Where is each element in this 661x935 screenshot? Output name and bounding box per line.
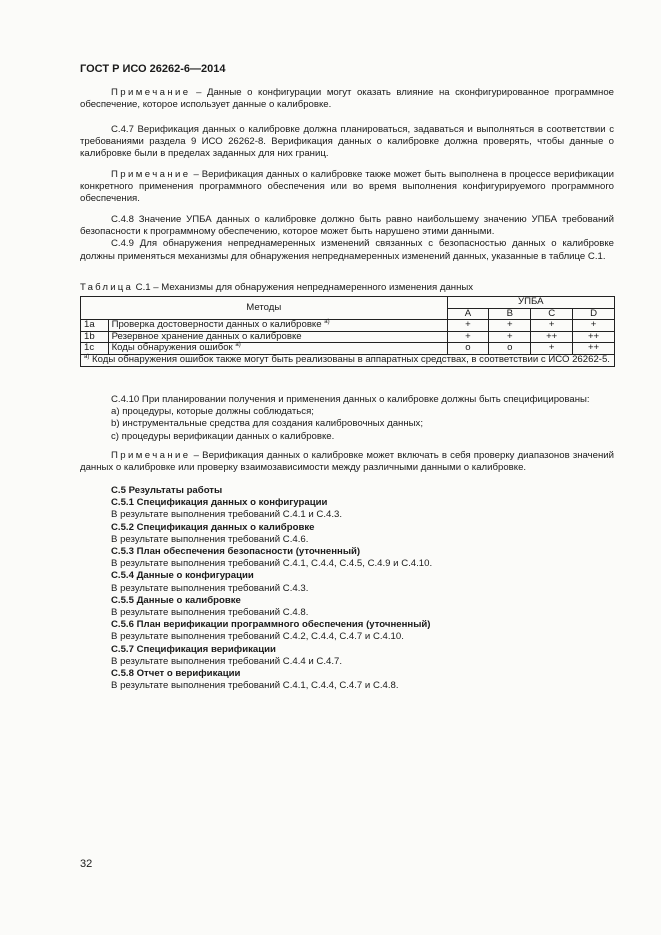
paragraph-intro: С.4.10 При планировании получения и применения данных о калибровке должны быть специфицированы: bbox=[111, 394, 590, 405]
cell-c: + bbox=[531, 320, 573, 332]
result-heading: С.5.5 Данные о калибровке bbox=[111, 594, 241, 606]
footnote-mark: a) bbox=[84, 353, 90, 360]
section-title: С.5 Результаты работы bbox=[111, 485, 223, 496]
header-level-d: D bbox=[573, 308, 615, 320]
cell-b: + bbox=[489, 331, 531, 343]
footnote-text: Коды обнаружения ошибок также могут быть реализованы в аппаратных средствах, в соответствии с ИСО 26262-5. bbox=[89, 353, 610, 365]
result-heading: С.5.8 Отчет о верификации bbox=[111, 668, 241, 680]
result-heading: С.5.4 Данные о конфигурации bbox=[111, 570, 254, 582]
list-item: c) процедуры верификации данных о калибровке. bbox=[111, 430, 335, 442]
result-text: В результате выполнения требований С.4.6. bbox=[111, 533, 309, 545]
cell-a: + bbox=[447, 320, 489, 332]
table-header-row bbox=[81, 297, 615, 309]
cell-d: ++ bbox=[573, 331, 615, 343]
result-text: В результате выполнения требований С.4.1, С.4.4, С.4.5, С.4.9 и С.4.10. bbox=[111, 558, 433, 570]
table-caption bbox=[80, 282, 620, 294]
cell-c: ++ bbox=[531, 331, 573, 343]
table-row bbox=[81, 331, 615, 343]
method-text: Резервное хранение данных о калибровке bbox=[111, 330, 302, 342]
cell-a: + bbox=[447, 331, 489, 343]
row-id: 1a bbox=[81, 320, 109, 332]
document-header: ГОСТ Р ИСО 26262-6—2014 bbox=[80, 63, 226, 75]
note-label: Примечание bbox=[111, 87, 191, 98]
row-id: 1c bbox=[81, 343, 109, 355]
result-text: В результате выполнения требований С.4.3. bbox=[111, 582, 309, 594]
note-label: Примечание bbox=[111, 450, 191, 461]
table-row bbox=[81, 320, 615, 332]
result-heading: С.5.2 Спецификация данных о калибровке bbox=[111, 521, 315, 533]
note-text: – Данные о конфигурации могут оказать влияние на сконфигурированное программное обеспечение, которое использует данные о калибровке. bbox=[80, 87, 614, 111]
result-heading: С.5.1 Спецификация данных о конфигурации bbox=[111, 497, 328, 509]
method-text: Коды обнаружения ошибок bbox=[111, 342, 233, 354]
row-id: 1b bbox=[81, 331, 109, 343]
paragraph-c47 bbox=[80, 124, 614, 161]
result-text: В результате выполнения требований С.4.4 и С.4.7. bbox=[111, 655, 343, 667]
note-text: – Верификация данных о калибровке также может быть выполнена в процессе верификации конкретного применения программного обеспечения или во время выполнения конфигурируемого программного обеспечения. bbox=[80, 169, 614, 205]
note-label: Примечание bbox=[111, 169, 191, 180]
cell-d: + bbox=[573, 320, 615, 332]
table-footnote-row bbox=[81, 354, 615, 366]
result-heading: С.5.3 План обеспечения безопасности (уточненный) bbox=[111, 546, 361, 558]
result-text: В результате выполнения требований С.4.8. bbox=[111, 607, 309, 619]
cell-a: o bbox=[447, 343, 489, 355]
header-level-b: B bbox=[489, 308, 531, 320]
note-configuration bbox=[80, 87, 614, 111]
header-methods: Методы bbox=[81, 297, 448, 320]
result-text: В результате выполнения требований С.4.2, С.4.4, С.4.7 и С.4.10. bbox=[111, 631, 404, 643]
note-text: – Верификация данных о калибровке может включать в себя проверку диапазонов значений данных о калибровке или проверку взаимозависимости между различными данными о калибровке. bbox=[80, 450, 614, 474]
row-method bbox=[108, 331, 447, 343]
table-caption-label: Таблица bbox=[80, 282, 134, 293]
list-item: a) процедуры, которые должны соблюдаться; bbox=[111, 406, 314, 418]
list-item: b) инструментальные средства для создания калибровочных данных; bbox=[111, 418, 423, 430]
row-method bbox=[108, 320, 447, 332]
header-level-c: C bbox=[531, 308, 573, 320]
cell-d: ++ bbox=[573, 343, 615, 355]
table-row bbox=[81, 343, 615, 355]
method-text: Проверка достоверности данных о калибровке bbox=[111, 319, 322, 331]
paragraph-text: С.4.7 Верификация данных о калибровке должна планироваться, задаваться и выполняться в соответствии с требованиями раздела 9 ИСО 26262-8. Верификация данных о калибровке должна проверять, чтобы данные о калибровке были в пределах заданных для них границ. bbox=[80, 124, 614, 160]
table-footnote bbox=[81, 354, 615, 366]
paragraphs-c48-c49 bbox=[80, 214, 614, 263]
cell-b: o bbox=[489, 343, 531, 355]
result-text: В результате выполнения требований С.4.1, С.4.4, С.4.7 и С.4.8. bbox=[111, 680, 399, 692]
paragraph-c410 bbox=[80, 394, 614, 443]
cell-b: + bbox=[489, 320, 531, 332]
mechanisms-table bbox=[80, 296, 615, 367]
results-section bbox=[111, 485, 631, 692]
footnote-mark: a) bbox=[235, 342, 241, 349]
header-asil: УПБА bbox=[447, 297, 614, 309]
note-verification-timing bbox=[80, 169, 614, 206]
row-method bbox=[108, 343, 447, 355]
footnote-mark: a) bbox=[324, 319, 330, 326]
header-level-a: A bbox=[447, 308, 489, 320]
page-number: 32 bbox=[80, 858, 93, 870]
result-heading: С.5.6 План верификации программного обеспечения (уточненный) bbox=[111, 619, 431, 631]
cell-c: + bbox=[531, 343, 573, 355]
table-caption-text: С.1 – Механизмы для обнаружения непреднамеренного изменения данных bbox=[133, 282, 474, 293]
paragraph-c49: С.4.9 Для обнаружения непреднамеренных изменений связанных с безопасностью данных о калибровке должны применяться механизмы для обнаружения непреднамеренных изменений данных, указанные в таблице С.1. bbox=[80, 238, 614, 262]
note-verification-scope bbox=[80, 450, 614, 474]
result-heading: С.5.7 Спецификация верификации bbox=[111, 643, 276, 655]
paragraph-c48: С.4.8 Значение УПБА данных о калибровке должно быть равно наибольшему значению УПБА требований безопасности к программному обеспечению, которое может быть нарушено этими данными. bbox=[80, 214, 614, 238]
result-text: В результате выполнения требований С.4.1 и С.4.3. bbox=[111, 509, 343, 521]
